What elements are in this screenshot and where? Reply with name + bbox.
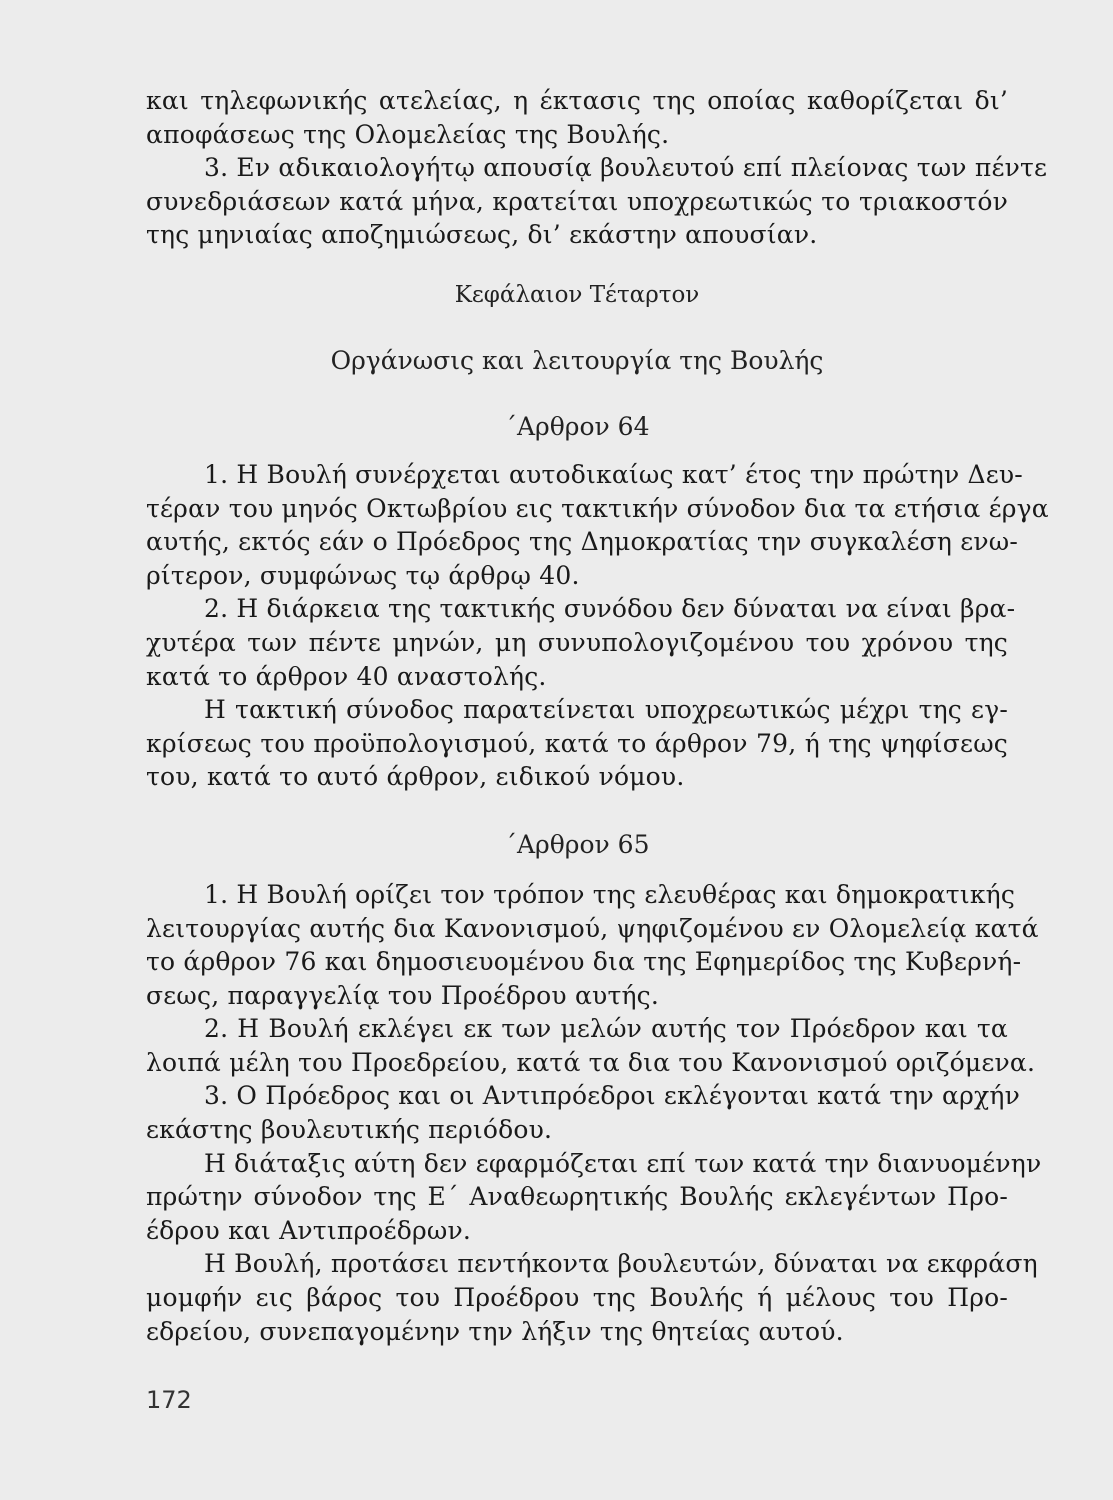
page-number: 172 xyxy=(146,1386,192,1414)
article-64 xyxy=(146,410,1049,794)
chapter-heading: Κεφάλαιον Τέταρτον xyxy=(454,281,700,308)
text-line: μομφήν εις βάρος του Προέδρου της Βουλής ή μέλους του Προ- xyxy=(146,1283,1008,1313)
text-line: χυτέρα των πέντε μηνών, μη συνυπολογιζομένου του χρόνου της xyxy=(146,627,1008,657)
text-line: Η Βουλή, προτάσει πεντήκοντα βουλευτών, δύναται να εκφράση xyxy=(204,1249,1038,1279)
text-line: και τηλεφωνικής ατελείας, η έκτασις της οποίας καθορίζεται δι’ xyxy=(146,86,1008,115)
text-line: 1. Η Βουλή συνέρχεται αυτοδικαίως κατ’ έτος την πρώτην Δευ- xyxy=(204,459,1023,489)
text-line: κατά το άρθρον 40 αναστολής. xyxy=(146,661,547,691)
article-heading: ΄Αρθρον 64 xyxy=(504,411,650,441)
text-line: τέραν του μηνός Οκτωβρίου εις τακτικήν σύνοδον δια τα ετήσια έργα xyxy=(146,493,1049,523)
text-line: σεως, παραγγελίᾳ του Προέδρου αυτής. xyxy=(146,980,660,1010)
text-line: αυτής, εκτός εάν ο Πρόεδρος της Δημοκρατίας την συγκαλέση ενω- xyxy=(146,527,1019,557)
article-heading: ΄Αρθρον 65 xyxy=(504,829,650,859)
text-line: το άρθρον 76 και δημοσιευομένου δια της Εφημερίδος της Κυβερνή- xyxy=(146,947,1022,977)
text-line: πρώτην σύνοδον της Ε΄ Αναθεωρητικής Βουλής εκλεγέντων Προ- xyxy=(146,1182,1008,1212)
text-line: λειτουργίας αυτής δια Κανονισμού, ψηφιζομένου εν Ολομελείᾳ κατά xyxy=(146,913,1039,943)
text-line: της μηνιαίας αποζημιώσεως, δι’ εκάστην απουσίαν. xyxy=(146,220,818,250)
chapter-title: Οργάνωσις και λειτουργία της Βουλής xyxy=(330,345,824,375)
text-line: του, κατά το αυτό άρθρον, ειδικού νόμου. xyxy=(146,762,685,792)
text-line: λοιπά μέλη του Προεδρείου, κατά τα δια του Κανονισμού οριζόμενα. xyxy=(146,1047,1036,1077)
text-line: 1. Η Βουλή ορίζει τον τρόπον της ελευθέρας και δημοκρατικής xyxy=(204,879,1016,909)
article-65 xyxy=(146,828,1042,1348)
text-line: συνεδριάσεων κατά μήνα, κρατείται υποχρεωτικώς το τριακοστόν xyxy=(146,186,1008,216)
text-line: αποφάσεως της Ολομελείας της Βουλής. xyxy=(146,119,670,149)
text-line: εκάστης βουλευτικής περιόδου. xyxy=(146,1115,553,1145)
text-line: Η διάταξις αύτη δεν εφαρμόζεται επί των κατά την διανυομένην xyxy=(204,1148,1042,1178)
text-line: 2. Η διάρκεια της τακτικής συνόδου δεν δύναται να είναι βρα- xyxy=(204,594,1016,624)
text-line: κρίσεως του προϋπολογισμού, κατά το άρθρον 79, ή της ψηφίσεως xyxy=(146,728,1008,758)
text-line: εδρείου, συνεπαγομένην την λήξιν της θητείας αυτού. xyxy=(146,1316,844,1346)
text-line: 3. Ο Πρόεδρος και οι Αντιπρόεδροι εκλέγονται κατά την αρχήν xyxy=(204,1081,1020,1111)
text-line: 3. Εν αδικαιολογήτῳ απουσίᾳ βουλευτού επί πλείονας των πέντε xyxy=(204,153,1048,183)
page-body xyxy=(146,84,1049,1348)
text-line: 2. Η Βουλή εκλέγει εκ των μελών αυτής τον Πρόεδρον και τα xyxy=(204,1014,1008,1044)
text-line: Η τακτική σύνοδος παρατείνεται υποχρεωτικώς μέχρι της εγ- xyxy=(204,695,1008,725)
text-line: έδρου και Αντιπροέδρων. xyxy=(146,1215,472,1245)
text-line: ρίτερον, συμφώνως τῳ άρθρῳ 40. xyxy=(146,560,580,590)
intro-paragraphs xyxy=(146,84,1048,252)
